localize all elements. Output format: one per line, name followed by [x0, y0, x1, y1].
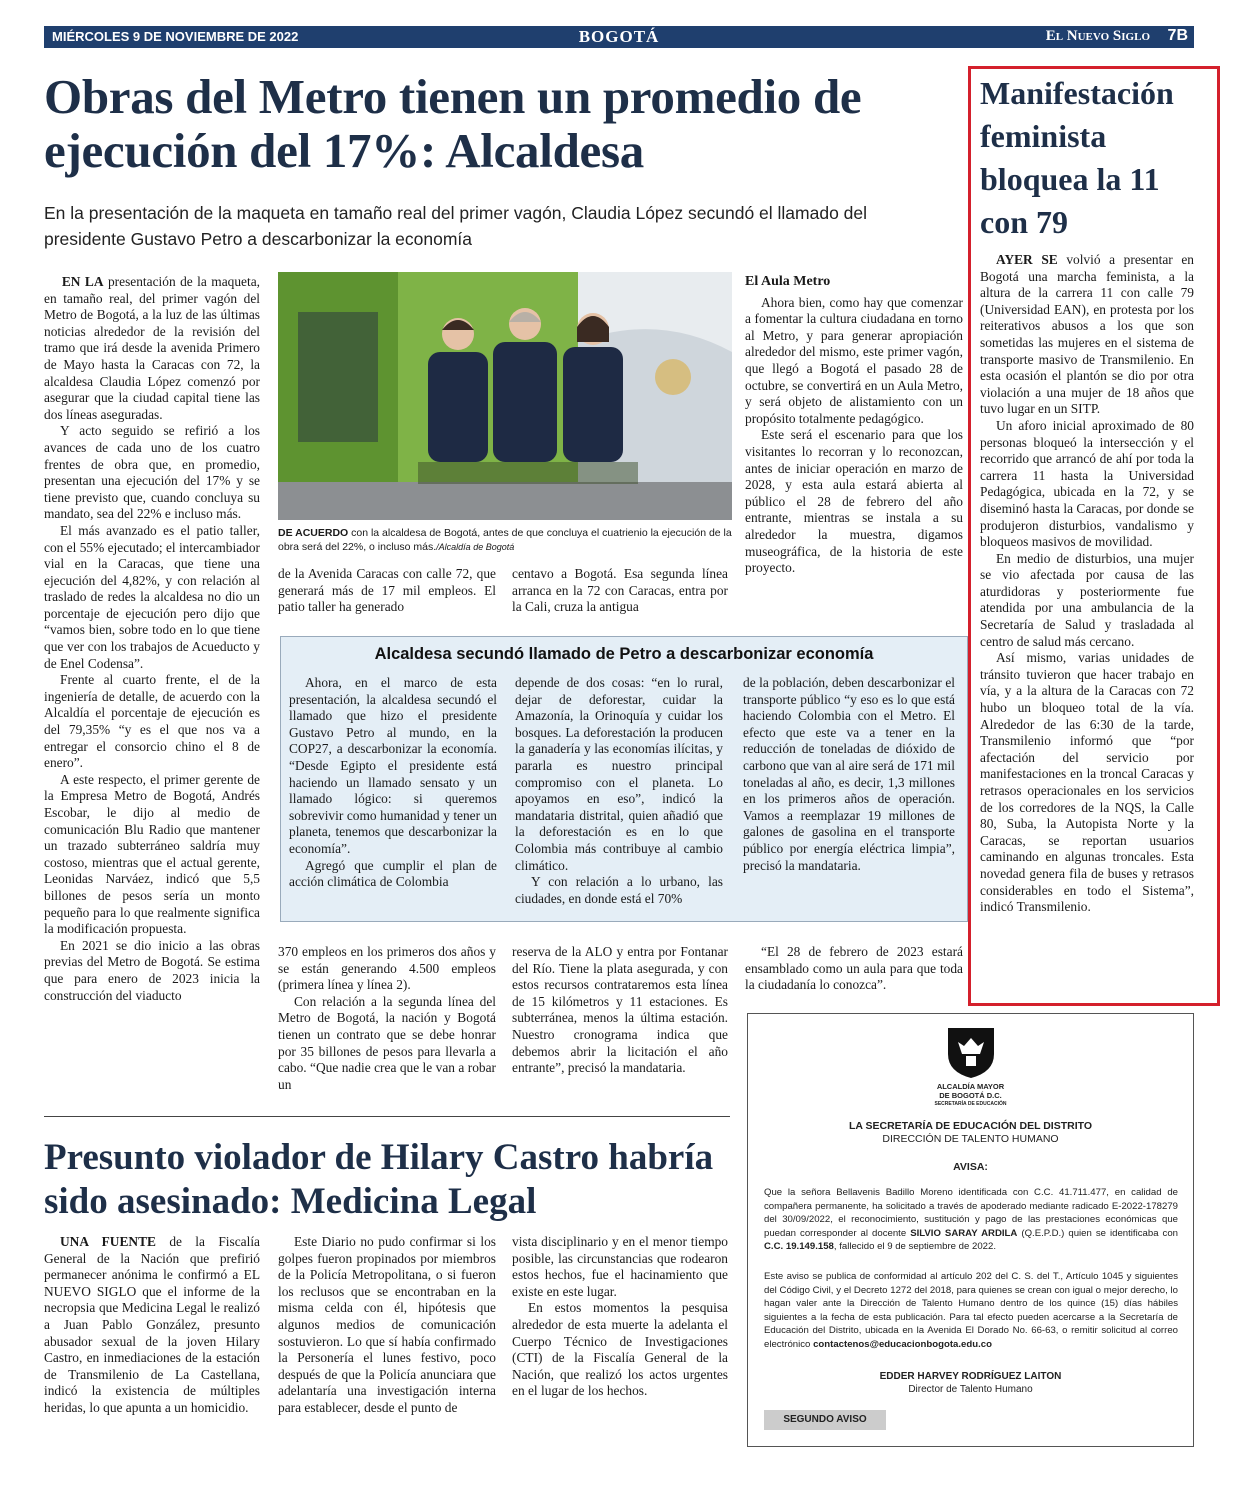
page-number: 7B — [1167, 27, 1188, 44]
paragraph-text: de la Fiscalía General de la Nación que prefirió permanecer anónima le confirmó a EL NUEVO SIGLO que el informe de la necropsia que Medicina Legal le realizó a Juan Pablo González, presunto abusador sexual de la joven Hilary Castro, en inmediaciones de la estación de Transmilenio de La Castellana, indicó la existencia de múltiples heridas, lo que apunta a un homicidio. — [44, 1234, 260, 1415]
paragraph-text: volvió a presentar en Bogotá una marcha feminista, a la altura de la carrera 11 con calle 79 (Universidad EAN), en protesta por los reiterativos abusos a los que son sometidas las mujeres en el sistema de transporte masivo de Transmilenio. En esta ocasión el plantón se dio por otra violación a una mujer de 18 años que tuvo lugar en un SITP. — [980, 252, 1194, 417]
page-header-bar — [44, 26, 1194, 48]
article-deck: En la presentación de la maqueta en tamaño real del primer vagón, Claudia López secundó el llamado del presidente Gustavo Petro a descarbonizar la economía — [44, 203, 868, 249]
sidebar-headline: Manifestación feminista bloquea la 11 con 79 — [980, 75, 1174, 240]
box-title: Alcaldesa secundó llamado de Petro a descarbonizar economía — [374, 645, 874, 663]
article-paragraph — [980, 252, 1194, 418]
seal-line: ALCALDÍA MAYOR — [936, 1082, 1005, 1091]
article-column-1 — [44, 274, 260, 1004]
sidebar-body — [980, 252, 1194, 916]
article-paragraph: A este respecto, el primer gerente de la Empresa Metro de Bogotá, Andrés Escobar, le dijo al medio de comunicación Blu Radio que mantener un trazado subterráneo saldría muy costoso, mientras que el actual gerente, Leonidas Narváez, indicó que 5,5 billones de pesos sería un monto pequeño para lo que realmente significa la modificación propuesta. — [44, 771, 260, 937]
article-paragraph: depende de dos cosas: “en lo rural, dejar de deforestar, cuidar la Amazonía, la Orinoquía y cuidar los bosques. La deforestación la producen la ganadería y las economías ilícitas, y pararla es nuestro principal compromiso con el planeta. Lo apoyamos en eso”, indicó la mandataria distrital, quien añadió que la deforestación es en lo que Colombia más contribuye al cambio climático. — [515, 675, 723, 873]
notice-text: Que la señora Bellavenis Badillo Moreno identificada con C.C. 41.711.477, en calidad de compañera permanente, ha solicitado a través de apoderado mediante radicado E-2022-178279 del 30/09/2022, el reconocimiento, sustitución y pago de las prestaciones económicas que puedan corresponder al docente — [764, 1187, 1178, 1239]
article-column-2-bottom — [278, 944, 496, 1093]
article-paragraph: Ahora bien, como hay que comenzar a fomentar la cultura ciudadana en torno al Metro, y para generar apropiación alrededor del mismo, este primer vagón, que llegó a Bogotá el pasado 28 de octubre, se convertirá en un Aula Metro, y será objeto de alistamiento con un propósito totalmente pedagógico. — [745, 294, 963, 426]
article-headline: Obras del Metro tienen un promedio de ejecución del 17%: Alcaldesa — [44, 69, 862, 178]
notice-paragraph-2 — [764, 1270, 1178, 1351]
section-name: BOGOTÁ — [578, 27, 660, 46]
official-notice — [747, 1013, 1194, 1447]
notice-text: , fallecido el 9 de septiembre de 2022. — [833, 1241, 997, 1252]
article-2-column-3 — [512, 1234, 728, 1400]
org-name: LA SECRETARÍA DE EDUCACIÓN DEL DISTRITO — [848, 1120, 1093, 1132]
article-column-3-top — [512, 566, 728, 616]
article-paragraph: En 2021 se dio inicio a las obras previas del Metro de Bogotá. Se estima que para enero de 2023 inicia la construcción del viaducto — [44, 937, 260, 1003]
notice-email: contactenos@educacionbogota.edu.co — [813, 1338, 992, 1350]
article-2-column-1 — [44, 1234, 260, 1417]
article-paragraph: Un aforo inicial aproximado de 80 personas bloqueó la intersección y el recorrido que arrancó de ahí por toda la carrera 11 hasta la Universidad Pedagógica, ubicada en la 72, y se diseminó hasta la Caracas, por donde se produjeron disturbios, vandalismo y bloqueos masivos de movilidad. — [980, 417, 1194, 550]
lead-in: UNA FUENTE — [60, 1234, 156, 1249]
sidebar-box — [280, 636, 968, 922]
box-column-1 — [289, 675, 497, 891]
dept-name: DIRECCIÓN DE TALENTO HUMANO — [882, 1133, 1059, 1145]
publication-name: El Nuevo Siglo — [1045, 28, 1150, 44]
caption-lead: DE ACUERDO — [278, 527, 349, 539]
article-paragraph: Con relación a la segunda línea del Metro de Bogotá, la nación y Bogotá tienen un contrato que se debe honrar por 35 billones de pesos para llevarla a cabo. “Que nadie crea que le van a robar un — [278, 993, 496, 1092]
article-paragraph: de la población, deben descarbonizar el transporte público “y eso es lo que está haciendo Colombia con el Metro. El efecto que este va a tener en la reducción de toneladas de dióxido de carbono que van al aire será de 171 mil toneladas al año, es decir, 1,3 millones en los primeros años de operación. Vamos a reemplazar 19 millones de galones de gasolina en el transporte público por energía eléctrica limpia”, precisó la mandataria. — [743, 675, 955, 873]
article-paragraph: centavo a Bogotá. Esa segunda línea arranca en la 72 con Caracas, entra por la Cali, cruza la antigua — [512, 566, 728, 615]
article-paragraph: El más avanzado es el patio taller, con el 55% ejecutado; el intercambiador vial en la Caracas, que tiene una ejecución del 4,82%, y con relación al traslado de redes la alcaldesa no dio un porcentaje de ejecución pero dijo que “vamos bien, sobre todo en lo que tiene que ver con los trabajos de Acueducto y de Enel Codensa”. — [44, 522, 261, 671]
article-2-headline: Presunto violador de Hilary Castro habría sido asesinado: Medicina Legal — [44, 1137, 714, 1222]
lead-in: AYER SE — [996, 252, 1058, 267]
photo-illustration — [278, 272, 732, 520]
notice-id: C.C. 19.149.158 — [764, 1241, 834, 1252]
notice-text: Este aviso se publica de conformidad al artículo 202 del C. S. del T., Artículo 1045 y siguientes del Código Civil, y el Decreto 1272 del 2018, para quienes se crean con igual o mejor derecho, lo hagan valer ante la Dirección de Talento Humano dentro de los quince (15) días hábiles siguientes a la fecha de esta publicación. Para tal efecto pueden acercarse a la Secretaría de Educación del Distrito, ubicada en la Avenida El Dorado No. 66-63, o remitir solicitud al correo electrónico — [764, 1271, 1178, 1350]
seal-line: SECRETARÍA DE EDUCACIÓN — [934, 1101, 1007, 1107]
signer-name: EDDER HARVEY RODRÍGUEZ LAITON — [879, 1371, 1062, 1382]
article-column-4 — [745, 274, 963, 577]
article-paragraph: de la Avenida Caracas con calle 72, que generará más de 17 mil empleos. El patio taller ha generado — [278, 566, 496, 615]
article-paragraph: Frente al cuarto frente, el de la ingeniería de detalle, de acuerdo con la Alcaldía el porcentaje de ejecución es del 79,35% “y es el que nos va a entregar el consorcio chino el 8 de enero”. — [44, 672, 260, 771]
article-paragraph: Ahora, en el marco de esta presentación, la alcaldesa secundó el llamado que hizo el presidente Gustavo Petro al mundo, en la COP27, a descarbonizar la economía. “Desde Egipto el presidente está haciendo un llamado sensato y un llamado lógico: si queremos sobrevivir como humanidad y tener un planeta, tenemos que descarbonizar la economía”. — [289, 675, 497, 856]
photo-credit: /Alcaldía de Bogotá — [436, 542, 515, 552]
article-2-column-2 — [278, 1234, 496, 1417]
article-paragraph: En estos momentos la pesquisa alrededor de esta muerte la adelanta el Cuerpo Técnico de Investigaciones (CTI) de la Fiscalía General de la Nación, que realizó los actos urgentes en el lugar de los hechos. — [512, 1300, 728, 1399]
metro-wagon-photo — [278, 272, 732, 520]
pull-quote: “El 28 de febrero de 2023 estará ensamblado como un aula para que toda la ciudadanía lo conozca”. — [745, 944, 963, 993]
paragraph-text: presentación de la maqueta, en tamaño real, del primer vagón del Metro de Bogotá, a la luz de las últimas noticias alrededor de la revisión del tramo que irá desde la avenida Primero de Mayo hasta la Caracas con 72, la alcaldesa Claudia López comenzó por asegurar que la ciudad capital tiene las dos líneas aseguradas. — [44, 274, 261, 422]
caption-text: con la alcaldesa de Bogotá, antes de que concluya el cuatrienio la ejecución de la obra será del 22%, o incluso más. — [278, 527, 732, 553]
article-paragraph: reserva de la ALO y entra por Fontanar del Río. Tiene la plata asegurada, y con estos recursos contrataremos esta línea de 15 kilómetros y 11 estaciones. Es subterránea, menos la última estación. Nuestro cronograma indica que debemos abrir la licitación el año entrante”, precisó la mandataria. — [512, 944, 728, 1076]
notice-avisa: AVISA: — [953, 1161, 988, 1173]
article-paragraph: Este Diario no pudo confirmar si los golpes fueron propinados por miembros de la Policía Metropolitana, o si fueron los reclusos que se encontraban en la misma celda con él, hipótesis que algunos medios de comunicación sostuvieron. Lo que sí había confirmado la Personería el lunes festivo, poco después de que la Policía anunciara que adelantaría una investigación interna para establecer, desde el punto de — [278, 1234, 496, 1415]
second-notice-badge: SEGUNDO AVISO — [764, 1410, 886, 1430]
issue-date: MIÉRCOLES 9 DE NOVIEMBRE DE 2022 — [52, 29, 299, 44]
article-paragraph: Este será el escenario para que los visitantes lo recorran y lo reconozcan, antes de iniciar operación en marzo de 2028, y esta aula estará abierta al público el 28 de febrero del año entrante, mientras se instala a su alrededor la muestra, digamos museográfica, de la historia de este proyecto. — [745, 427, 963, 576]
article-column-4-bottom — [745, 944, 963, 994]
article-paragraph: Y con relación a lo urbano, las ciudades, en donde está el 70% — [515, 874, 723, 906]
notice-text: (Q.E.P.D.) quien se identificaba con — [1021, 1227, 1179, 1239]
seal-caption — [748, 1082, 1193, 1109]
bogota-seal-icon — [938, 1024, 1004, 1080]
article-paragraph: Y acto seguido se refirió a los avances de cada uno de los cuatro frentes de obra que, en promedio, presentan una ejecución del 17% y se tiene previsto que, cuando concluya su mandato, sea del 22% e incluso más. — [44, 423, 260, 522]
notice-name: SILVIO SARAY ARDILA — [910, 1227, 1018, 1239]
notice-signature — [748, 1370, 1193, 1396]
article-paragraph: vista disciplinario y en el menor tiempo posible, las circunstancias que rodearon estos hechos, fue el hacinamiento que existe en este lugar. — [512, 1234, 728, 1299]
subheading: El Aula Metro — [745, 274, 831, 289]
article-paragraph — [44, 274, 260, 423]
notice-paragraph-1 — [764, 1186, 1178, 1254]
photo-caption — [278, 526, 738, 554]
notice-org — [748, 1120, 1193, 1146]
box-column-2 — [515, 675, 723, 907]
article-column-3-bottom — [512, 944, 728, 1077]
seal-line: DE BOGOTÁ D.C. — [939, 1091, 1002, 1100]
article-column-2-top — [278, 566, 496, 616]
box-column-3 — [743, 675, 955, 874]
article-paragraph — [44, 1234, 260, 1417]
signer-role: Director de Talento Humano — [908, 1384, 1033, 1395]
article-paragraph: Así mismo, varias unidades de tránsito tuvieron que hacer trabajo en vía, y a la altura de la Caracas con 72 hubo un bloqueo total de la vía. Alrededor de las 6:30 de la tarde, Transmilenio informó que “por afectación del servicio por manifestaciones en la troncal Caracas y retrasos operacionales en los servicios de los corredores de la NQS, la Calle 80, Suba, la Autopista Norte y la Caracas, se reportan usuarios caminando en algunas troncales. Esta novedad genera fila de buses y retrasos considerables en todo el Sistema”, indicó Transmilenio. — [980, 650, 1194, 915]
article-paragraph: 370 empleos en los primeros dos años y se están generando 4.500 empleos (primera línea y línea 2). — [278, 944, 496, 993]
section-divider — [44, 1116, 730, 1117]
lead-in: EN LA — [61, 274, 104, 289]
article-paragraph: En medio de disturbios, una mujer se vio afectada por causa de las aturdidoras y posteriormente fue atendida por una ambulancia de la Secretaría de Salud y trasladada al centro de salud más cercano. — [980, 550, 1194, 649]
article-paragraph: Agregó que cumplir el plan de acción climática de Colombia — [289, 857, 497, 890]
